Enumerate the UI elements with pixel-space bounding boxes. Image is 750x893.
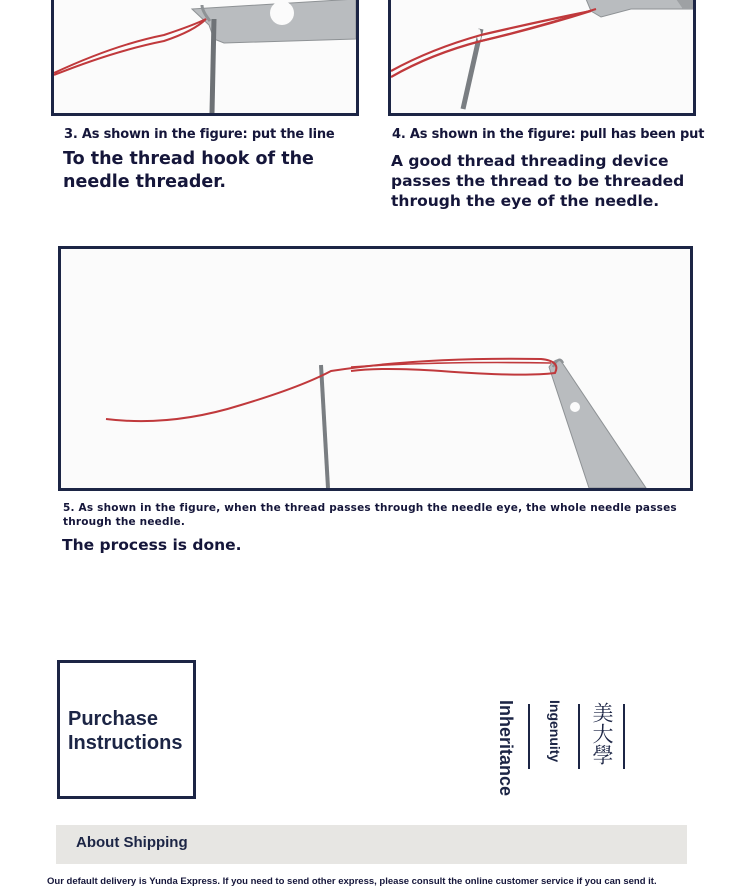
threader-blade [549,360,646,488]
thread-2 [481,9,596,41]
thread [391,11,591,77]
needle [212,19,214,113]
step5-photo [58,246,693,491]
step5-label: 5. As shown in the figure, when the thread passes through the needle eye, the whole needle passes through the needle. [63,502,677,528]
step4-text: A good thread threading device passes the thread to be threaded through the eye of the needle. [391,152,685,210]
step5-text: The process is done. [62,536,242,554]
needle [321,365,328,488]
about-shipping-bar [56,825,687,864]
brand-divider-1 [528,704,530,769]
brand-chinese: 美大學 [590,702,614,765]
brand-word-inheritance: Inheritance [496,700,516,797]
thread-2 [351,363,551,368]
brand-divider-3 [623,704,625,769]
step3-photo [51,0,359,116]
purchase-instructions-title: Purchase Instructions [68,708,183,754]
purchase-instructions-box [57,660,196,799]
step3-text: To the thread hook of the needle threader. [63,149,314,192]
about-shipping-title: About Shipping [76,834,188,851]
brand-divider-2 [578,704,580,769]
brand-word-ingenuity: Ingenuity [547,700,563,763]
thread [106,359,556,421]
threader-hole [270,1,294,25]
thread [54,19,206,75]
threader-hole [570,402,580,412]
threader-blade [586,0,693,17]
step4-photo [388,0,696,116]
shipping-note: Our default delivery is Yunda Express. If you need to send other express, please consult the online customer service if you can send it. [47,876,657,887]
step3-label: 3. As shown in the figure: put the line [64,127,335,142]
step4-label: 4. As shown in the figure: pull has been put [392,127,705,142]
